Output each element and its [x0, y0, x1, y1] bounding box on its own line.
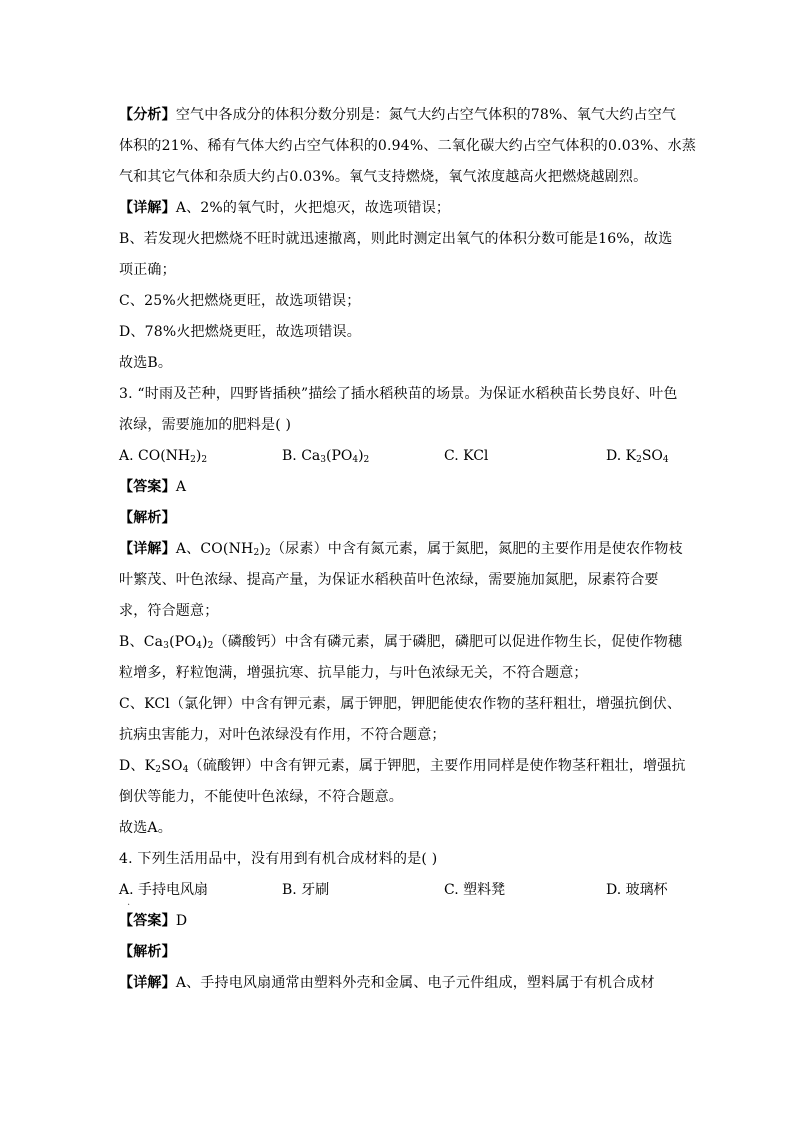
option-c: [444, 875, 505, 906]
subscript: 4: [182, 765, 189, 775]
subscript: 2: [190, 455, 196, 465]
line-text: A、2%的氧气时，火把熄灭，故选项错误；: [175, 200, 451, 216]
option-b: [282, 875, 329, 906]
text-run: A、CO(NH: [175, 541, 254, 557]
option-a: [119, 875, 208, 906]
subscript: 2: [636, 455, 642, 465]
stray-mark: .: [127, 897, 131, 908]
subscript: 2: [207, 641, 214, 651]
text-run: （磷酸钙）中含有磷元素，属于磷肥，磷肥可以促进作物生长，促使作物穗: [213, 634, 683, 650]
section-tag: 【详解】: [119, 541, 176, 557]
line-text: 空气中各成分的体积分数分别是：氮气大约占空气体积的78%、氧气大约占空气: [175, 107, 677, 123]
option-d: [606, 875, 668, 906]
subscript: 2: [253, 548, 260, 558]
line-text: A: [175, 479, 187, 495]
line-text: D: [175, 913, 188, 929]
text-line: 4. 下列生活用品中，没有用到有机合成材料的是( ): [119, 851, 438, 867]
text-line: 3. “时雨及芒种，四野皆插秧”描绘了插水稻秧苗的场景。为保证水稻秧苗长势良好、叶色: [119, 386, 678, 402]
text-line: C、KCl（氯化钾）中含有钾元素，属于钾肥，钾肥能使农作物的茎秆粗壮，增强抗倒伏、: [119, 696, 682, 712]
text-line: D、78%火把燃烧更旺，故选项错误。: [119, 324, 361, 340]
subscript: 4: [352, 455, 359, 465]
text-line: [119, 906, 679, 937]
section-tag: 【答案】: [119, 913, 176, 929]
section-tag: 【答案】: [119, 479, 176, 495]
text-line: [119, 627, 683, 658]
text-run: C. 塑料凳: [444, 882, 506, 898]
text-run: C. KCl: [444, 448, 489, 464]
section-tag: 【解析】: [119, 944, 176, 960]
text-run: SO: [161, 758, 183, 774]
text-run: ): [202, 634, 208, 650]
text-line: [119, 534, 683, 565]
text-line: 气和其它气体和杂质大约占0.03%。氧气支持燃烧，氧气浓度越高火把燃烧越剧烈。: [119, 169, 648, 185]
subscript: 3: [163, 641, 170, 651]
text-run: ): [358, 448, 364, 464]
section-tag: 【解析】: [119, 510, 176, 526]
text-line: 粒增多，籽粒饱满，增强抗寒、抗旱能力，与叶色浓绿无关，不符合题意；: [119, 665, 588, 681]
text-run: A. 手持电风扇: [119, 882, 209, 898]
text-line: [119, 503, 679, 534]
text-line: 体积的21%、稀有气体大约占空气体积的0.94%、二氧化碳大约占空气体积的0.03%、水蒸: [119, 138, 697, 154]
option-b: [282, 441, 369, 472]
options-row: [119, 875, 679, 906]
text-line: [119, 100, 679, 131]
text-run: B、Ca: [119, 634, 164, 650]
option-c: [444, 441, 488, 472]
text-line: 求，符合题意；: [119, 603, 219, 619]
document-body: [119, 100, 697, 999]
text-line: [119, 751, 686, 782]
text-run: B. 牙刷: [282, 882, 330, 898]
text-line: [119, 193, 679, 224]
subscript: 4: [662, 455, 669, 465]
options-row: [119, 441, 679, 472]
text-run: ): [259, 541, 266, 557]
text-run: B. Ca: [282, 448, 321, 464]
text-line: 倒伏等能力，不能使叶色浓绿，不符合题意。: [119, 789, 403, 805]
text-run: （硫酸钾）中含有钾元素，属于钾肥，主要作用同样是使作物茎秆粗壮，增强抗: [188, 758, 686, 774]
section-tag: 【分析】: [119, 107, 176, 123]
section-tag: 【详解】: [119, 975, 176, 991]
text-line: 抗病虫害能力，对叶色浓绿没有作用，不符合题意；: [119, 727, 446, 743]
text-line: 项正确；: [119, 262, 176, 278]
text-run: A. CO(NH: [119, 448, 191, 464]
text-run: ): [195, 448, 202, 464]
text-line: B、若发现火把燃烧不旺时就迅速撤离，则此时测定出氧气的体积分数可能是16%，故选: [119, 231, 673, 247]
text-run: (PO: [325, 448, 353, 464]
text-line: 故选A。: [119, 820, 172, 836]
text-line: [119, 937, 679, 968]
text-line: C、25%火把燃烧更旺，故选项错误；: [119, 293, 361, 309]
text-line: 叶繁茂、叶色浓绿、提高产量，为保证水稻秧苗叶色浓绿，需要施加氮肥，尿素符合要: [119, 572, 659, 588]
subscript: 2: [265, 548, 271, 558]
option-a: [119, 441, 207, 472]
text-line: [119, 472, 679, 503]
text-run: D. K: [606, 448, 637, 464]
subscript: 2: [201, 455, 208, 465]
text-run: (PO: [169, 634, 197, 650]
text-run: D、K: [119, 758, 156, 774]
text-run: SO: [641, 448, 663, 464]
subscript: 4: [196, 641, 202, 651]
subscript: 3: [320, 455, 326, 465]
line-text: A、手持电风扇通常由塑料外壳和金属、电子元件组成，塑料属于有机合成材: [175, 975, 655, 991]
text-line: [119, 968, 679, 999]
option-d: [606, 441, 669, 472]
text-run: （尿素）中含有氮元素，属于氮肥，氮肥的主要作用是使农作物枝: [270, 541, 683, 557]
section-tag: 【详解】: [119, 200, 176, 216]
text-run: D. 玻璃杯: [606, 882, 668, 898]
subscript: 2: [363, 455, 370, 465]
text-line: 故选B。: [119, 355, 173, 371]
text-line: 浓绿，需要施加的肥料是( ): [119, 417, 292, 433]
subscript: 2: [155, 765, 162, 775]
